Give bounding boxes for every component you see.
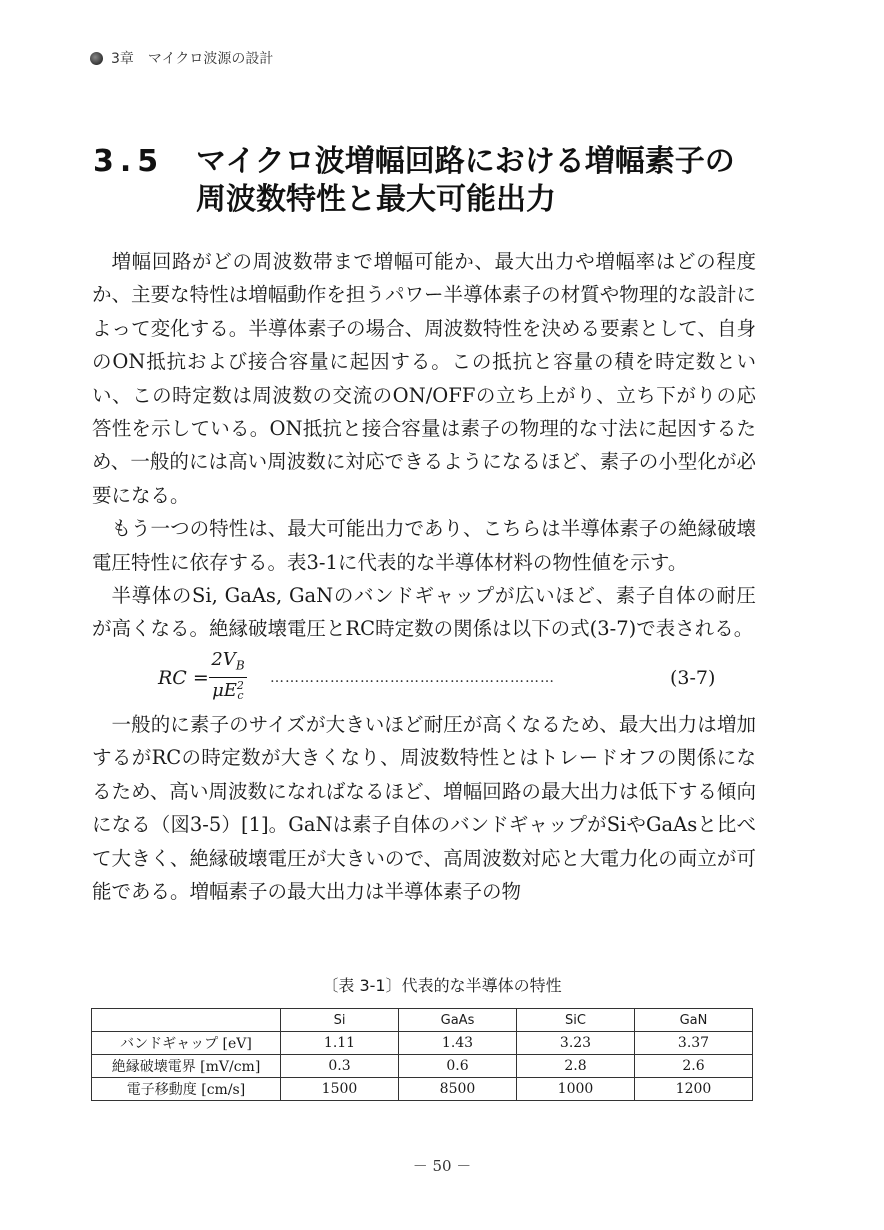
table-cell: 2.6 [635, 1055, 753, 1078]
paragraph-1: 増幅回路がどの周波数帯まで増幅可能か、最大出力や増幅率はどの程度か、主要な特性は増幅動作を担うパワー半導体素子の材質や物理的な設計によって変化する。半導体素子の場合、周波数特性を決める要素として、自身のON抵抗および接合容量に起因する。この抵抗と容量の積を時定数といい、この時定数は周波数の交流のON/OFFの立ち上がり、立ち下がりの応答性を示している。ON抵抗と接合容量は素子の物理的な寸法に起因するため、一般的には高い周波数に対応できるようになるほど、素子の小型化が必要になる。 [92, 250, 756, 507]
equation-fraction [209, 648, 247, 705]
denominator-base: μE [212, 680, 237, 702]
numerator-subscript: B [235, 658, 245, 673]
table-cell: 1.43 [399, 1032, 517, 1055]
table-row-label: 絶縁破壊電界 [mV/cm] [92, 1055, 281, 1078]
equation-leader-dots: ………………………………………………… [270, 669, 555, 686]
table-cell: 0.3 [281, 1055, 399, 1078]
table-cell: 3.23 [517, 1032, 635, 1055]
table-row [92, 1055, 753, 1078]
denominator-superscript: 2 [236, 679, 244, 693]
denominator-subscript: c [237, 689, 244, 703]
equation-lhs: RC = [158, 666, 209, 689]
section-number: 3.5 [93, 144, 165, 179]
running-header [90, 48, 273, 68]
section-title [93, 143, 735, 219]
section-title-line2: 周波数特性と最大可能出力 [196, 182, 556, 217]
section-title-line1: マイクロ波増幅回路における増幅素子の [196, 144, 735, 179]
table-caption: 〔表 3-1〕代表的な半導体の特性 [322, 976, 562, 995]
chapter-number: 3章 [111, 51, 134, 67]
body-text [92, 245, 756, 908]
table-cell: 8500 [399, 1078, 517, 1101]
paragraph-3: 半導体のSi, GaAs, GaNのバンドギャップが広いほど、素子自体の耐圧が高くなる。絶縁破壊電圧とRC時定数の関係は以下の式(3-7)で表される。 [92, 584, 756, 641]
equation-number: (3-7) [670, 666, 716, 689]
table-header-cell [92, 1009, 281, 1032]
table-row [92, 1078, 753, 1101]
chapter-bullet-icon [90, 52, 103, 65]
equation-3-7 [92, 648, 756, 706]
table-row-label: 電子移動度 [cm/s] [92, 1078, 281, 1101]
table-cell: 1500 [281, 1078, 399, 1101]
paragraph-4: 一般的に素子のサイズが大きいほど耐圧が高くなるため、最大出力は増加するがRCの時定数が大きくなり、周波数特性とはトレードオフの関係になるため、高い周波数になればなるほど、増幅回路の最大出力は低下する傾向になる（図3-5）[1]。GaNは素子自体のバンドギャップがSiやGaAsと比べて大きく、絶縁破壊電圧が大きいので、高周波数対応と大電力化の両立が可能である。増幅素子の最大出力は半導体素子の物 [92, 712, 756, 903]
table-header-cell: SiC [517, 1009, 635, 1032]
table-cell: 2.8 [517, 1055, 635, 1078]
equation-denominator [209, 678, 247, 704]
table-cell: 1200 [635, 1078, 753, 1101]
table-row [92, 1032, 753, 1055]
page-number: － 50 － [412, 1157, 472, 1175]
table-cell: 1000 [517, 1078, 635, 1101]
equation-numerator [209, 648, 247, 679]
chapter-title: マイクロ波源の設計 [147, 51, 274, 67]
table-header-row [92, 1009, 753, 1032]
semiconductor-table [91, 1008, 753, 1101]
paragraph-2: もう一つの特性は、最大可能出力であり、こちらは半導体素子の絶縁破壊電圧特性に依存する。表3-1に代表的な半導体材料の物性値を示す。 [92, 517, 756, 574]
table-cell: 0.6 [399, 1055, 517, 1078]
table-header-cell: GaAs [399, 1009, 517, 1032]
table-cell: 3.37 [635, 1032, 753, 1055]
table-header-cell: Si [281, 1009, 399, 1032]
numerator-base: 2V [211, 648, 236, 670]
table-cell: 1.11 [281, 1032, 399, 1055]
table-row-label: バンドギャップ [eV] [92, 1032, 281, 1055]
table-header-cell: GaN [635, 1009, 753, 1032]
